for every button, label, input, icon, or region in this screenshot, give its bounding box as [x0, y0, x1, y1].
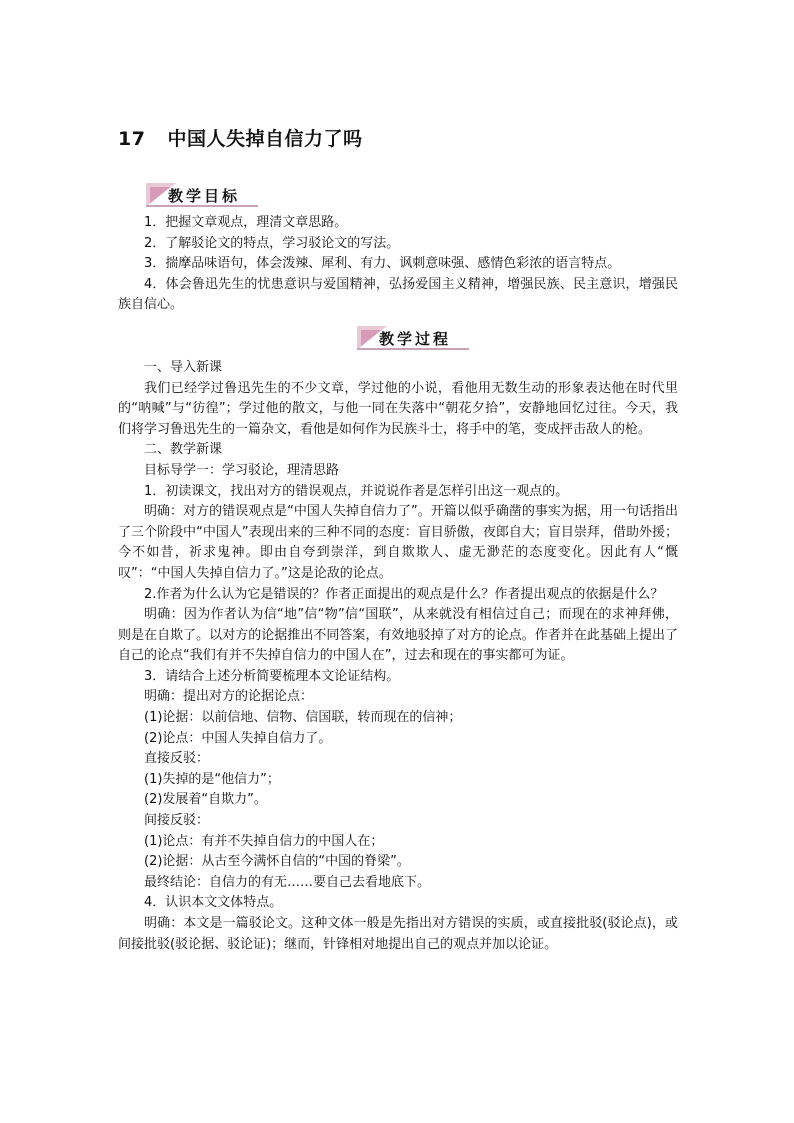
structure-line: (1)失掉的是“他信力”；	[144, 771, 280, 787]
answer: 明确：本文是一篇驳论文。这种文体一般是先指出对方错误的实质，或直接批驳(驳论点)，或间接批驳(驳论据、驳论证)；继而，针锋相对地提出自己的观点并加以论证。	[118, 916, 678, 952]
structure-line: (2)论点：中国人失掉自信力了。	[144, 730, 332, 746]
question: 2.作者为什么认为它是错误的？作者正面提出的观点是什么？作者提出观点的依据是什么？	[144, 586, 664, 602]
process-body	[118, 358, 678, 955]
question: 1．初读课文，找出对方的错误观点，并说说作者是怎样引出这一观点的。	[144, 483, 569, 499]
lesson-title-text: 中国人失掉自信力了吗	[167, 128, 363, 150]
process-heading: 教学过程	[379, 330, 452, 348]
goal-item: 2．了解驳论文的特点，学习驳论文的写法。	[144, 235, 400, 251]
lesson-title	[118, 124, 362, 151]
goals-list	[118, 213, 678, 316]
structure-line: (1)论据：以前信地、信物、信国联，转而现在的信神；	[144, 710, 462, 726]
answer: 明确：因为作者认为信“地”信“物”信“国联”，从来就没有相信过自己；而现在的求神拜佛，则是在自欺了。以对方的论据推出不同答案，有效地驳掉了对方的论点。作者并在此基础上提出了自己的论点“我们有并不失掉自信力的中国人在”，过去和现在的事实都可为证。	[118, 607, 678, 664]
structure-line: 直接反驳：	[144, 751, 210, 767]
process-heading-1: 一、导入新课	[144, 359, 223, 375]
goal-item: 3．揣摩品味语句，体会泼辣、犀利、有力、讽刺意味强、感情色彩浓的语言特点。	[144, 256, 621, 272]
question: 4．认识本文文体特点。	[144, 895, 283, 911]
goals-heading: 教学目标	[168, 187, 241, 205]
structure-line: (2)论据：从古至今满怀自信的“中国的脊梁”。	[144, 854, 410, 870]
structure-line: (2)发展着“自欺力”。	[144, 792, 267, 808]
goals-banner	[146, 183, 258, 207]
answer: 明确：提出对方的论据论点：	[144, 689, 314, 705]
banner-ornament-inner	[150, 187, 170, 203]
goal-item: 1．把握文章观点，理清文章思路。	[144, 215, 348, 230]
process-heading-2: 二、教学新课	[144, 442, 223, 458]
answer: 明确：对方的错误观点是“中国人失掉自信力了”。开篇以似乎确凿的事实为据，用一句话指出了三个阶段中“中国人”表现出来的三种不同的态度：盲目骄傲，夜郎自大；盲目崇拜，借助外援；今不如昔，祈求鬼神。即由自夸到崇洋，到自欺欺人、虚无渺茫的态度变化。因此有人“慨叹”：“中国人失掉自信力了。”这是论敌的论点。	[118, 504, 678, 581]
lesson-content	[118, 213, 678, 955]
section-gap	[118, 316, 678, 358]
structure-line: (1)论点：有并不失掉自信力的中国人在；	[144, 833, 384, 849]
paragraph: 我们已经学过鲁迅先生的不少文章，学过他的小说，看他用无数生动的形象表达他在时代里的“呐喊”与“彷徨”；学过他的散文，与他一同在失落中“朝花夕拾”，安静地回忆过往。今天，我们将学习鲁迅先生的一篇杂文，看他是如何作为民族斗士，将手中的笔，变成抨击敌人的枪。	[118, 380, 678, 437]
question: 3．请结合上述分析简要梳理本文论证结构。	[144, 668, 400, 684]
goal-item: 4．体会鲁迅先生的忧患意识与爱国精神，弘扬爱国主义精神，增强民族、民主意识，增强民族自信心。	[118, 276, 678, 313]
subgoal-heading: 目标导学一：学习驳论，理清思路	[144, 462, 340, 478]
structure-line: 最终结论：自信力的有无……要自己去看地底下。	[144, 874, 431, 890]
lesson-number: 17	[118, 128, 146, 150]
structure-line: 间接反驳：	[144, 813, 210, 829]
